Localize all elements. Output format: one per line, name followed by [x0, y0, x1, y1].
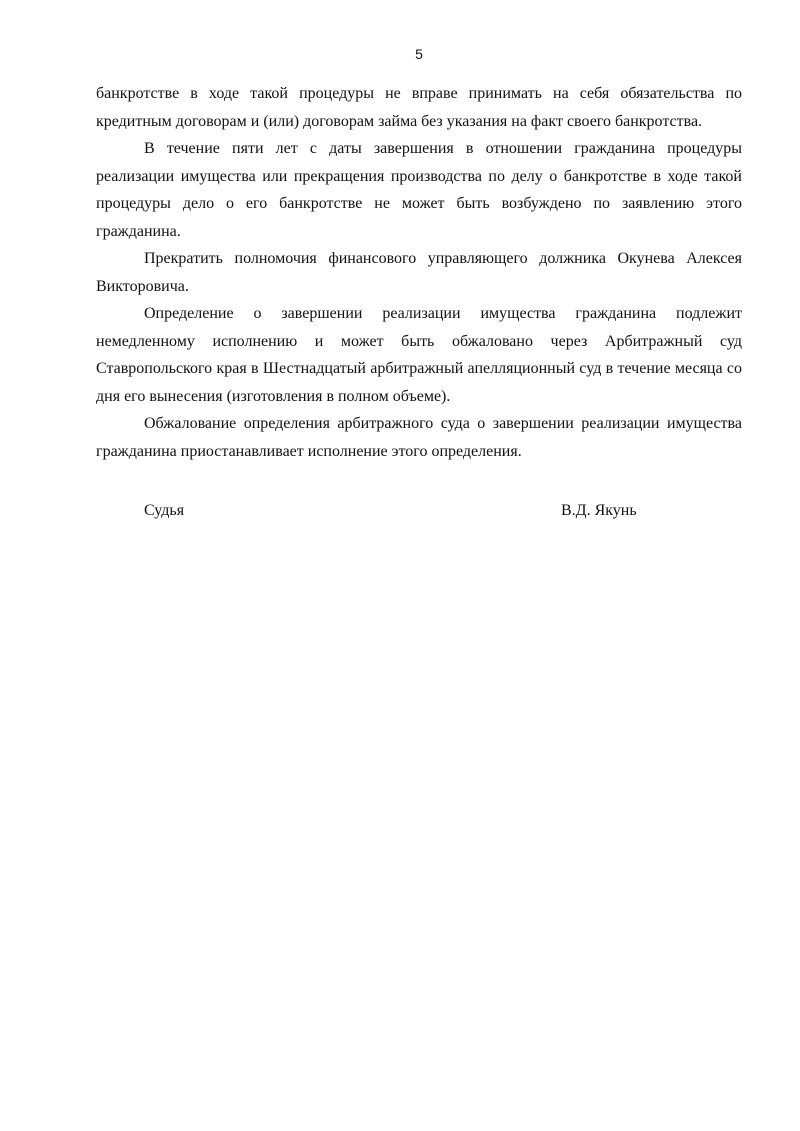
document-body: [96, 80, 742, 465]
page-number: 5: [415, 46, 423, 62]
paragraph-terminate-powers: Прекратить полномочия финансового управляющего должника Окунева Алексея Викторовича.: [96, 250, 742, 295]
paragraph-suspension: Обжалование определения арбитражного суда о завершении реализации имущества гражданина приостанавливает исполнение этого определения.: [96, 415, 742, 460]
signature-name: В.Д. Якунь: [561, 502, 637, 519]
paragraph-continuation: банкротстве в ходе такой процедуры не вправе принимать на себя обязательства по кредитным договорам и (или) договорам займа без указания на факт своего банкротства.: [96, 85, 742, 130]
paragraph-bankruptcy-restriction: В течение пяти лет с даты завершения в отношении гражданина процедуры реализации имущества или прекращения производства по делу о банкротстве в ходе такой процедуры дело о его банкротстве не может быть возбуждено по заявлению этого гражданина.: [96, 140, 742, 240]
signature-role: Судья: [144, 502, 185, 519]
signature-block: [96, 497, 742, 525]
paragraph-appeal: Определение о завершении реализации имущества гражданина подлежит немедленному исполнению и может быть обжаловано через Арбитражный суд Ставропольского края в Шестнадцатый арбитражный апелляционный суд в течение месяца со дня его вынесения (изготовления в полном объеме).: [96, 305, 742, 405]
